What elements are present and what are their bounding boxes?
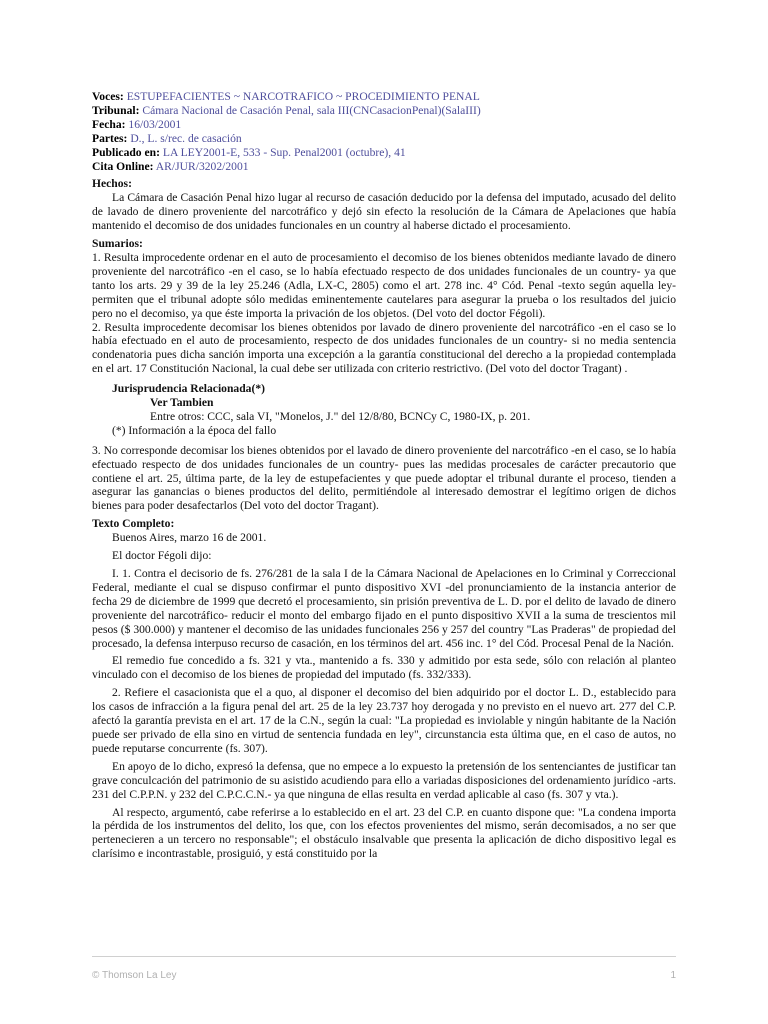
- texto-p6: En apoyo de lo dicho, expresó la defensa, que no empece a lo expuesto la pretensión de los sentenciantes de justificar tan grave conculcación del patrimonio de su asistido acudiendo para ello a variadas disposiciones del ordenamiento jurídico -arts. 231 del C.P.P.N. y 232 del C.P.C.C.N.- ya que ninguna de ellas resulta en verdad aplicable al caso (fs. 307 y vta.).: [92, 759, 676, 801]
- meta-cita-value[interactable]: AR/JUR/3202/2001: [155, 159, 249, 173]
- sumario-item-2: 2. Resulta improcedente decomisar los bienes obtenidos por lavado de dinero proveniente del narcotráfico -en el caso se lo había efectuado en el auto de procesamiento, respecto de dos unidades funcionales de un country- si no media sentencia condenatoria pues dicha sanción importa una excepción a la garantía constitucional del derecho a la propiedad contemplada en el art. 17 Constitución Nacional, la cual debe ser utilizada con criterio restrictivo. (Del voto del doctor Tragant) .: [92, 320, 676, 376]
- sumarios-heading: Sumarios:: [92, 237, 143, 251]
- meta-publicado-value[interactable]: LA LEY2001-E, 533 - Sup. Penal2001 (octubre), 41: [162, 145, 406, 159]
- texto-completo-heading: Texto Completo:: [92, 517, 175, 531]
- texto-p3: I. 1. Contra el decisorio de fs. 276/281 de la sala I de la Cámara Nacional de Apelaciones en lo Criminal y Correccional Federal, mediante el cual se dispuso confirmar el punto dispositivo XVI -del pronunciamiento de la instancia anterior de fecha 29 de diciembre de 1999 que decretó el procesamiento, sin prisión preventiva de L. D. por el delito de lavado de dinero proveniente del narcotráfico- reducir el monto del embargo fijado en el punto dispositivo XVII a la suma de trescientos mil pesos ($ 300.000) y mantener el decomiso de las unidades funcionales 256 y 257 del country "Las Praderas" de propiedad del procesado, la defensa interpuso recurso de casación, en los términos del art. 456 inc. 1° del Cód. Procesal Penal de la Nación.: [92, 567, 676, 650]
- sumario-item-1: 1. Resulta improcedente ordenar en el auto de procesamiento el decomiso de los bienes obtenidos mediante lavado de dinero proveniente del narcotráfico -en el caso, se lo había efectuado respecto de dos unidades funcionales de un country- ya que tanto los arts. 29 y 39 de la ley 25.246 (Adla, LX-C, 2805) como el art. 278 inc. 4° Cód. Penal -texto según aquella ley- permiten que el tribunal adopte sólo medidas eminentemente cautelares para asegurar la prueba o los resultados del juicio pero no el decomiso, ya que éste importa la privación de los objetos. (Del voto del doctor Fégoli).: [92, 250, 676, 320]
- meta-voces: Voces: ESTUPEFACIENTES ~ NARCOTRAFICO ~ PROCEDIMIENTO PENAL: [92, 90, 480, 103]
- jurisprudencia-heading: Jurisprudencia Relacionada(*): [112, 382, 265, 396]
- texto-p7: Al respecto, argumentó, cabe referirse a lo establecido en el art. 23 del C.P. en cuanto dispone que: "La condena importa la pérdida de los instrumentos del delito, los que, con los efectos provenientes del mismo, serán decomisados, a no ser que pertenecieren a un tercero no responsable"; el obstáculo insalvable que presenta la aplicación de dicho dispositivo legal es clarísimo e incontrastable, prosiguió, y está constituido por la: [92, 805, 676, 861]
- meta-partes: Partes: D., L. s/rec. de casación: [92, 131, 242, 145]
- jurisprudencia-entry: Entre otros: CCC, sala VI, "Monelos, J." del 12/8/80, BCNCy C, 1980-IX, p. 201.: [150, 409, 531, 423]
- meta-voces-value[interactable]: ESTUPEFACIENTES ~ NARCOTRAFICO ~ PROCEDIMIENTO PENAL: [126, 90, 480, 103]
- meta-fecha-value[interactable]: 16/03/2001: [128, 117, 182, 131]
- document-page: [92, 90, 676, 865]
- sumario-item-3: 3. No corresponde decomisar los bienes obtenidos por el lavado de dinero proveniente del narcotráfico -en el caso, se lo había efectuado respecto de dos unidades funcionales de un country- pues las medidas procesales de carácter precautorio que contiene el art. 25, última parte, de la ley de estupefacientes y que puede adoptar el tribunal durante el proceso, tienden a asegurar las ganancias o bienes productos del delito, permitiéndole al interesado demostrar el legítimo origen de dichos bienes para poder desafectarlos (Del voto del doctor Tragant).: [92, 443, 676, 513]
- hechos-heading: Hechos:: [92, 177, 132, 191]
- jurisprudencia-block: [112, 382, 676, 438]
- meta-publicado: Publicado en: LA LEY2001-E, 533 - Sup. Penal2001 (octubre), 41: [92, 145, 406, 159]
- texto-p4: El remedio fue concedido a fs. 321 y vta., mantenido a fs. 330 y admitido por esta sede, sólo con relación al planteo vinculado con el decomiso de los bienes de propiedad del imputado (fs. 332/333).: [92, 654, 676, 682]
- meta-tribunal-value[interactable]: Cámara Nacional de Casación Penal, sala III(CNCasacionPenal)(SalaIII): [142, 103, 481, 117]
- meta-fecha: Fecha: 16/03/2001: [92, 117, 182, 131]
- meta-cita: Cita Online: AR/JUR/3202/2001: [92, 159, 249, 173]
- metadata-block: [92, 90, 676, 173]
- hechos-text: La Cámara de Casación Penal hizo lugar al recurso de casación deducido por la defensa del imputado, acusado del delito de lavado de dinero proveniente del narcotráfico y dejó sin efecto la resolución de la Cámara de Apelaciones que había mantenido el decomiso de dos unidades funcionales en un country al haberse dictado el procesamiento.: [92, 191, 676, 233]
- jurisprudencia-note: (*) Información a la época del fallo: [112, 423, 277, 437]
- texto-p5: 2. Refiere el casacionista que el a quo, al disponer el decomiso del bien adquirido por el doctor L. D., establecido para los casos de infracción a la figura penal del art. 25 de la ley 23.737 hoy derogada y no previsto en el nuevo art. 277 del C.P. afectó la garantía prevista en el art. 17 de la C.N., según la cual: "La propiedad es inviolable y ningún habitante de la Nación puede ser privado de ella sino en virtud de sentencia fundada en ley", circunstancia esta última que, en el caso de autos, no puede reputarse concurrente (fs. 307).: [92, 686, 676, 755]
- footer-page-number: 1: [670, 970, 676, 981]
- texto-p1: Buenos Aires, marzo 16 de 2001.: [112, 531, 267, 545]
- footer-copyright: © Thomson La Ley: [92, 970, 177, 981]
- meta-tribunal: Tribunal: Cámara Nacional de Casación Penal, sala III(CNCasacionPenal)(SalaIII): [92, 103, 481, 117]
- ver-tambien-heading: Ver Tambien: [150, 396, 214, 410]
- texto-p2: El doctor Fégoli dijo:: [112, 549, 212, 563]
- meta-partes-value[interactable]: D., L. s/rec. de casación: [130, 131, 242, 145]
- page-footer: [92, 956, 676, 981]
